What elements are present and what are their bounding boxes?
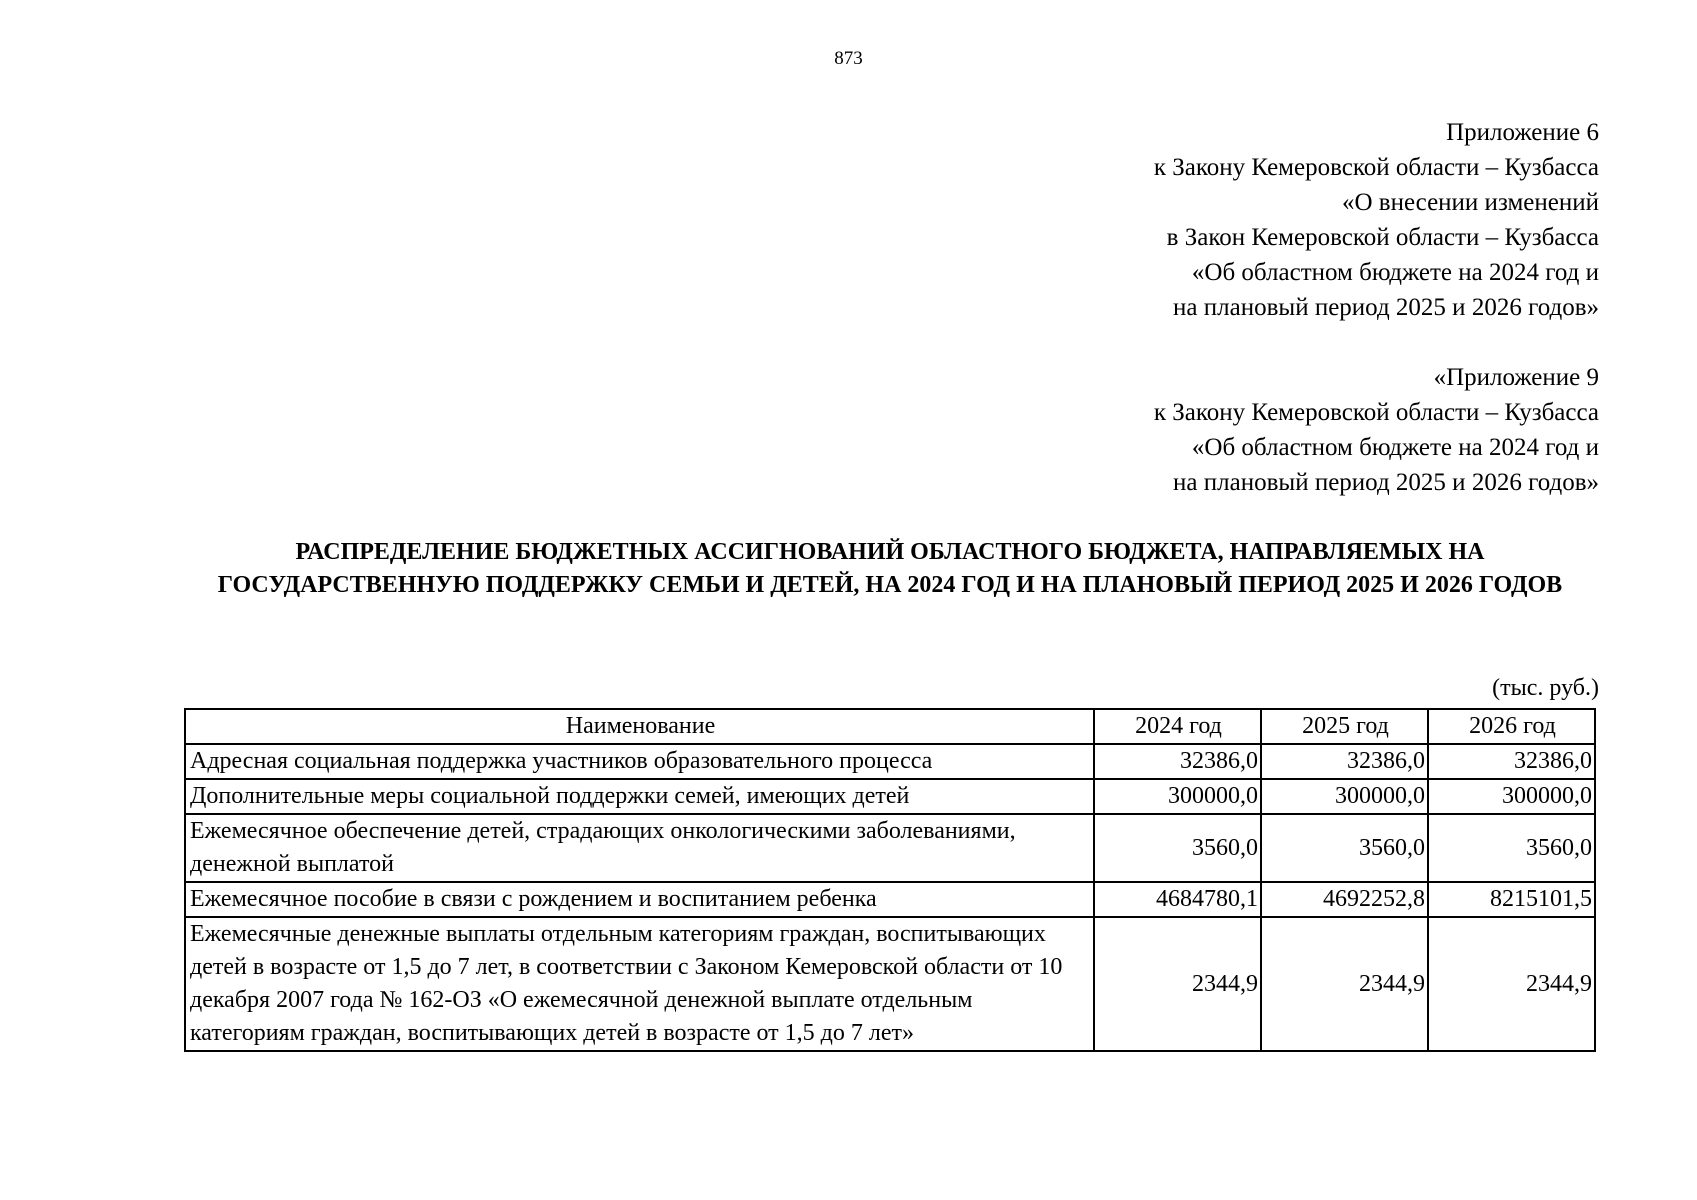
row-name: Ежемесячное обеспечение детей, страдающих онкологическими заболеваниями, денежной выплатой bbox=[185, 814, 1094, 882]
value-2026: 8215101,5 bbox=[1428, 882, 1595, 917]
value-2026: 3560,0 bbox=[1428, 814, 1595, 882]
appendix-9-reference bbox=[1154, 360, 1599, 500]
value-2024: 300000,0 bbox=[1094, 779, 1261, 814]
appendix-line: на плановый период 2025 и 2026 годов» bbox=[1173, 294, 1599, 321]
value-2024: 32386,0 bbox=[1094, 744, 1261, 779]
appendix-line: к Закону Кемеровской области – Кузбасса bbox=[1153, 154, 1599, 181]
value-2026: 2344,9 bbox=[1428, 917, 1595, 1051]
row-name: Адресная социальная поддержка участников образовательного процесса bbox=[185, 744, 1094, 779]
value-2025: 3560,0 bbox=[1261, 814, 1428, 882]
value-2025: 4692252,8 bbox=[1261, 882, 1428, 917]
value-2024: 4684780,1 bbox=[1094, 882, 1261, 917]
table-row bbox=[185, 779, 1595, 814]
column-header-name: Наименование bbox=[185, 709, 1094, 744]
page-number: 873 bbox=[834, 48, 863, 69]
row-name: Ежемесячные денежные выплаты отдельным категориям граждан, воспитывающих детей в возрасте от 1,5 до 7 лет, в соответствии с Законом Кемеровской области от 10 декабря 2007 года № 162-ОЗ «О ежемесячной денежной выплате отдельным категориям граждан, воспитывающих детей в возрасте от 1,5 до 7 лет» bbox=[185, 917, 1094, 1051]
appendix-line: «О внесении изменений bbox=[1341, 189, 1599, 216]
column-header-2024: 2024 год bbox=[1094, 709, 1261, 744]
row-name: Ежемесячное пособие в связи с рождением и воспитанием ребенка bbox=[185, 882, 1094, 917]
value-2026: 32386,0 bbox=[1428, 744, 1595, 779]
appendix-line: на плановый период 2025 и 2026 годов» bbox=[1173, 469, 1599, 496]
value-2026: 300000,0 bbox=[1428, 779, 1595, 814]
appendix-line: в Закон Кемеровской области – Кузбасса bbox=[1166, 224, 1599, 251]
table-header-row bbox=[185, 709, 1595, 744]
budget-table bbox=[184, 708, 1596, 1052]
appendix-line: «Приложение 9 bbox=[1433, 364, 1599, 391]
table-row bbox=[185, 814, 1595, 882]
value-2025: 2344,9 bbox=[1261, 917, 1428, 1051]
appendix-line: «Об областном бюджете на 2024 год и bbox=[1191, 259, 1599, 286]
column-header-2025: 2025 год bbox=[1261, 709, 1428, 744]
value-2024: 3560,0 bbox=[1094, 814, 1261, 882]
appendix-line: к Закону Кемеровской области – Кузбасса bbox=[1153, 399, 1599, 426]
value-2024: 2344,9 bbox=[1094, 917, 1261, 1051]
value-2025: 300000,0 bbox=[1261, 779, 1428, 814]
appendix-line: Приложение 6 bbox=[1446, 119, 1599, 146]
table-row bbox=[185, 744, 1595, 779]
table-row bbox=[185, 917, 1595, 1051]
appendix-line: «Об областном бюджете на 2024 год и bbox=[1191, 434, 1599, 461]
appendix-6-reference bbox=[1154, 115, 1599, 325]
column-header-2026: 2026 год bbox=[1428, 709, 1595, 744]
row-name: Дополнительные меры социальной поддержки семей, имеющих детей bbox=[185, 779, 1094, 814]
value-2025: 32386,0 bbox=[1261, 744, 1428, 779]
document-title: РАСПРЕДЕЛЕНИЕ БЮДЖЕТНЫХ АССИГНОВАНИЙ ОБЛАСТНОГО БЮДЖЕТА, НАПРАВЛЯЕМЫХ НА ГОСУДАРСТВЕННУЮ ПОДДЕРЖКУ СЕМЬИ И ДЕТЕЙ, НА 2024 ГОД И НА ПЛАНОВЫЙ ПЕРИОД 2025 И 2026 ГОДОВ bbox=[217, 539, 1563, 598]
table-row bbox=[185, 882, 1595, 917]
units-label: (тыс. руб.) bbox=[1492, 675, 1599, 701]
